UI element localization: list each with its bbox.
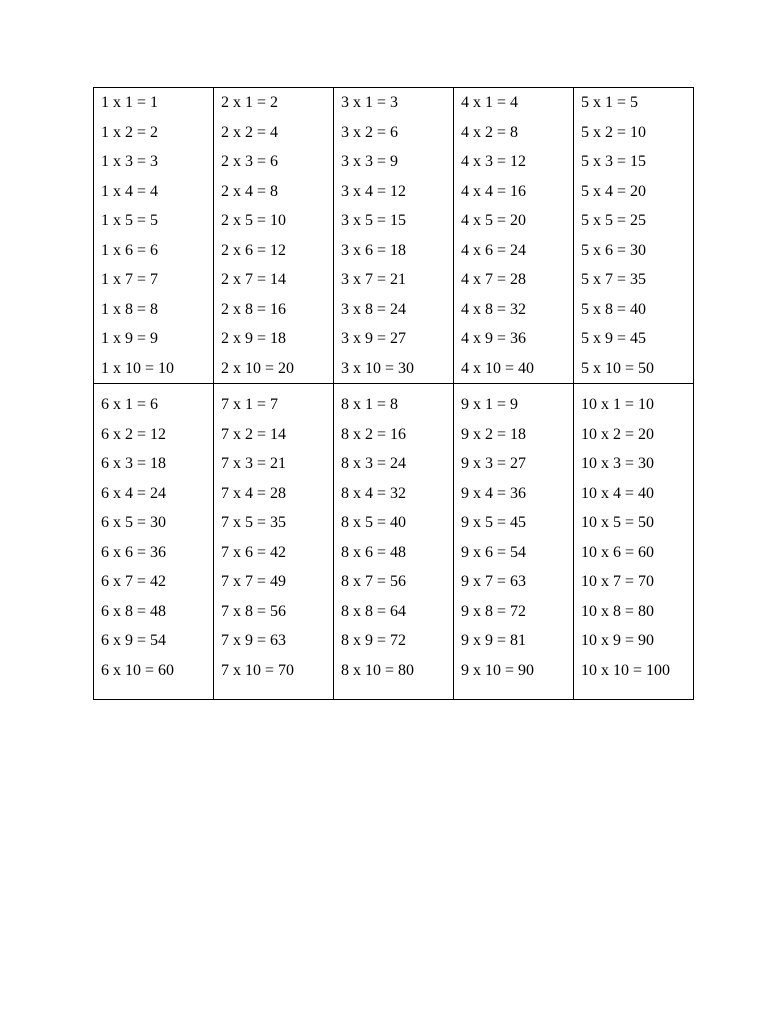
times-table-cell	[214, 88, 334, 384]
multiplication-fact: 4 x 6 = 24	[461, 241, 527, 259]
multiplication-fact: 5 x 9 = 45	[581, 330, 647, 347]
multiplication-fact: 3 x 5 = 15	[341, 212, 407, 229]
multiplication-fact: 2 x 1 = 2	[221, 94, 279, 111]
fact-list	[581, 88, 693, 383]
multiplication-fact: 5 x 10 = 50	[581, 359, 655, 377]
multiplication-fact: 8 x 3 = 24	[341, 455, 407, 472]
fact-list	[101, 88, 213, 383]
multiplication-fact: 9 x 9 = 81	[461, 632, 527, 649]
multiplication-fact: 3 x 1 = 3	[341, 94, 399, 111]
multiplication-fact: 7 x 7 = 49	[221, 573, 287, 590]
multiplication-fact: 6 x 3 = 18	[101, 455, 167, 472]
times-table-cell	[94, 88, 214, 384]
multiplication-fact: 1 x 10 = 10	[101, 359, 175, 377]
multiplication-fact: 10 x 7 = 70	[581, 573, 655, 590]
multiplication-fact: 2 x 10 = 20	[221, 359, 295, 377]
multiplication-fact: 6 x 8 = 48	[101, 602, 167, 620]
multiplication-fact: 10 x 6 = 60	[581, 543, 655, 561]
times-table-cell	[334, 384, 454, 700]
multiplication-fact: 8 x 6 = 48	[341, 543, 407, 561]
multiplication-fact: 7 x 3 = 21	[221, 455, 287, 472]
multiplication-fact: 7 x 5 = 35	[221, 514, 287, 531]
multiplication-fact: 8 x 2 = 16	[341, 425, 407, 443]
multiplication-fact: 2 x 5 = 10	[221, 212, 287, 229]
times-table-cell	[94, 384, 214, 700]
multiplication-fact: 7 x 10 = 70	[221, 661, 295, 679]
multiplication-fact: 2 x 7 = 14	[221, 271, 287, 288]
multiplication-fact: 6 x 6 = 36	[101, 543, 167, 561]
times-table-cell	[574, 88, 694, 384]
multiplication-fact: 4 x 8 = 32	[461, 300, 527, 318]
multiplication-fact: 1 x 1 = 1	[101, 94, 159, 111]
multiplication-fact: 5 x 7 = 35	[581, 271, 647, 288]
multiplication-table	[93, 87, 694, 700]
multiplication-fact: 10 x 10 = 100	[581, 661, 671, 679]
multiplication-fact: 9 x 4 = 36	[461, 484, 527, 502]
fact-list	[341, 88, 453, 383]
multiplication-fact: 10 x 8 = 80	[581, 602, 655, 620]
fact-list	[461, 88, 573, 383]
multiplication-fact: 6 x 9 = 54	[101, 632, 167, 649]
multiplication-fact: 5 x 5 = 25	[581, 212, 647, 229]
multiplication-table-body	[94, 88, 694, 700]
multiplication-fact: 5 x 4 = 20	[581, 182, 647, 200]
multiplication-fact: 1 x 9 = 9	[101, 330, 159, 347]
multiplication-fact: 2 x 3 = 6	[221, 153, 279, 170]
multiplication-fact: 5 x 1 = 5	[581, 94, 639, 111]
multiplication-fact: 8 x 7 = 56	[341, 573, 407, 590]
multiplication-fact: 9 x 5 = 45	[461, 514, 527, 531]
multiplication-fact: 2 x 8 = 16	[221, 300, 287, 318]
multiplication-fact: 9 x 3 = 27	[461, 455, 527, 472]
fact-list	[221, 88, 333, 383]
multiplication-fact: 3 x 9 = 27	[341, 330, 407, 347]
times-table-cell	[454, 88, 574, 384]
multiplication-fact: 7 x 2 = 14	[221, 425, 287, 443]
multiplication-fact: 4 x 3 = 12	[461, 153, 527, 170]
multiplication-fact: 4 x 4 = 16	[461, 182, 527, 200]
multiplication-fact: 6 x 1 = 6	[101, 396, 159, 413]
multiplication-fact: 2 x 9 = 18	[221, 330, 287, 347]
multiplication-fact: 1 x 7 = 7	[101, 271, 159, 288]
multiplication-fact: 5 x 6 = 30	[581, 241, 647, 259]
times-table-cell	[214, 384, 334, 700]
table-block-2	[94, 384, 694, 700]
multiplication-fact: 7 x 8 = 56	[221, 602, 287, 620]
multiplication-fact: 6 x 10 = 60	[101, 661, 175, 679]
multiplication-fact: 10 x 2 = 20	[581, 425, 655, 443]
multiplication-fact: 4 x 7 = 28	[461, 271, 527, 288]
multiplication-fact: 1 x 3 = 3	[101, 153, 159, 170]
multiplication-fact: 10 x 3 = 30	[581, 455, 655, 472]
multiplication-fact: 10 x 4 = 40	[581, 484, 655, 502]
multiplication-fact: 1 x 8 = 8	[101, 300, 159, 318]
multiplication-fact: 1 x 2 = 2	[101, 123, 159, 141]
fact-list	[221, 384, 333, 685]
multiplication-fact: 1 x 4 = 4	[101, 182, 159, 200]
times-table-cell	[574, 384, 694, 700]
multiplication-fact: 4 x 1 = 4	[461, 94, 519, 111]
multiplication-fact: 3 x 10 = 30	[341, 359, 415, 377]
times-table-cell	[454, 384, 574, 700]
multiplication-fact: 8 x 10 = 80	[341, 661, 415, 679]
multiplication-fact: 7 x 9 = 63	[221, 632, 287, 649]
multiplication-fact: 6 x 2 = 12	[101, 425, 167, 443]
multiplication-fact: 3 x 3 = 9	[341, 153, 399, 170]
multiplication-fact: 5 x 8 = 40	[581, 300, 647, 318]
multiplication-fact: 8 x 8 = 64	[341, 602, 407, 620]
multiplication-fact: 3 x 6 = 18	[341, 241, 407, 259]
multiplication-fact: 6 x 5 = 30	[101, 514, 167, 531]
multiplication-fact: 8 x 4 = 32	[341, 484, 407, 502]
multiplication-fact: 8 x 1 = 8	[341, 396, 399, 413]
multiplication-fact: 4 x 2 = 8	[461, 123, 519, 141]
multiplication-fact: 9 x 2 = 18	[461, 425, 527, 443]
multiplication-fact: 10 x 9 = 90	[581, 632, 655, 649]
times-table-cell	[334, 88, 454, 384]
multiplication-fact: 7 x 1 = 7	[221, 396, 279, 413]
multiplication-fact: 9 x 6 = 54	[461, 543, 527, 561]
multiplication-fact: 1 x 6 = 6	[101, 241, 159, 259]
multiplication-fact: 9 x 7 = 63	[461, 573, 527, 590]
multiplication-fact: 4 x 10 = 40	[461, 359, 535, 377]
multiplication-fact: 9 x 10 = 90	[461, 661, 535, 679]
fact-list	[461, 384, 573, 685]
multiplication-fact: 10 x 5 = 50	[581, 514, 655, 531]
multiplication-fact: 3 x 2 = 6	[341, 123, 399, 141]
multiplication-fact: 2 x 4 = 8	[221, 182, 279, 200]
multiplication-fact: 2 x 6 = 12	[221, 241, 287, 259]
multiplication-fact: 8 x 5 = 40	[341, 514, 407, 531]
multiplication-fact: 10 x 1 = 10	[581, 396, 655, 413]
multiplication-fact: 9 x 8 = 72	[461, 602, 527, 620]
fact-list	[581, 384, 693, 685]
multiplication-fact: 3 x 7 = 21	[341, 271, 407, 288]
multiplication-fact: 4 x 9 = 36	[461, 330, 527, 347]
multiplication-fact: 1 x 5 = 5	[101, 212, 159, 229]
multiplication-fact: 5 x 2 = 10	[581, 123, 647, 141]
multiplication-fact: 9 x 1 = 9	[461, 396, 519, 413]
multiplication-fact: 7 x 4 = 28	[221, 484, 287, 502]
multiplication-fact: 4 x 5 = 20	[461, 212, 527, 229]
multiplication-fact: 8 x 9 = 72	[341, 632, 407, 649]
fact-list	[341, 384, 453, 685]
multiplication-fact: 6 x 7 = 42	[101, 573, 167, 590]
multiplication-fact: 3 x 4 = 12	[341, 182, 407, 200]
multiplication-fact: 7 x 6 = 42	[221, 543, 287, 561]
multiplication-fact: 2 x 2 = 4	[221, 123, 279, 141]
multiplication-fact: 3 x 8 = 24	[341, 300, 407, 318]
table-block-1	[94, 88, 694, 384]
multiplication-fact: 6 x 4 = 24	[101, 484, 167, 502]
multiplication-fact: 5 x 3 = 15	[581, 153, 647, 170]
fact-list	[101, 384, 213, 685]
